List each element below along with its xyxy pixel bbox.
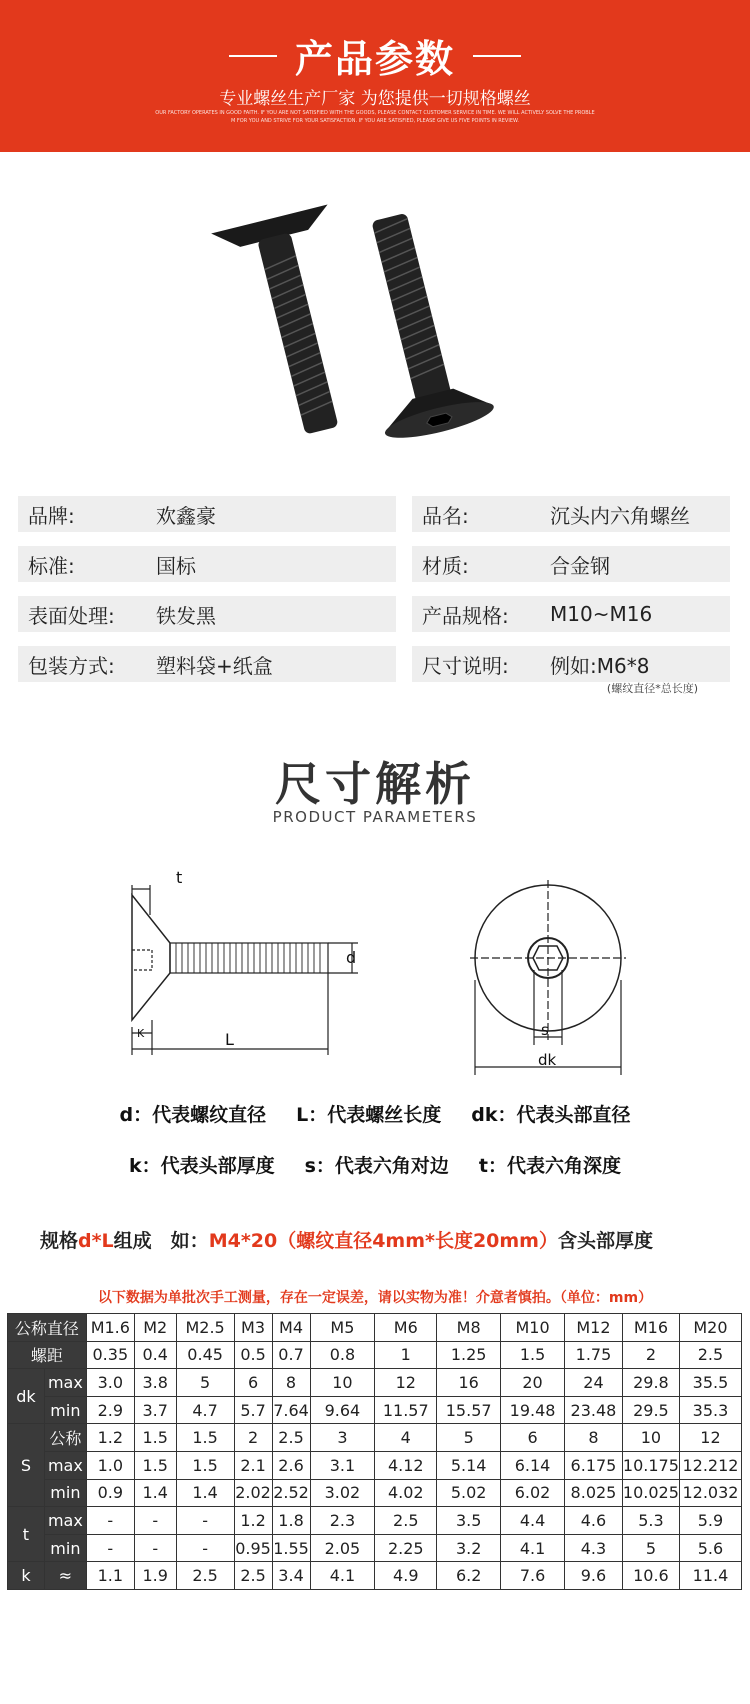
table-cell: 1.0: [86, 1451, 134, 1479]
table-cell: 9.6: [565, 1562, 623, 1590]
legend-item: k：代表头部厚度: [128, 1155, 275, 1177]
table-cell: 6: [234, 1369, 272, 1397]
info-value: 合金钢: [550, 553, 610, 578]
table-header-size: M10: [501, 1314, 565, 1342]
table-cell: 7.64: [272, 1396, 310, 1424]
spec-prefix: 规格: [40, 1230, 79, 1252]
table-cell: 0.5: [234, 1341, 272, 1369]
spec-table: [7, 1313, 742, 1590]
table-cell: 4.3: [565, 1534, 623, 1562]
table-sub-label: min: [44, 1396, 86, 1424]
info-value: 国标: [156, 553, 196, 578]
table-header-size: M4: [272, 1314, 310, 1342]
table-cell: 5.7: [234, 1396, 272, 1424]
table-row: [8, 1424, 742, 1452]
table-header-size: M3: [234, 1314, 272, 1342]
table-cell: 8.025: [565, 1479, 623, 1507]
screw-left-image: [211, 204, 380, 445]
table-cell: 0.95: [234, 1534, 272, 1562]
table-cell: 2.05: [310, 1534, 375, 1562]
info-cell-product-name: [412, 496, 730, 532]
table-cell: 0.8: [310, 1341, 375, 1369]
info-label: 尺寸说明:: [422, 653, 509, 678]
screw-right-image: [334, 204, 496, 446]
table-cell: 6.175: [565, 1451, 623, 1479]
table-cell: 1.2: [234, 1507, 272, 1535]
table-header-size: M5: [310, 1314, 375, 1342]
table-group-label: S: [8, 1424, 45, 1507]
table-cell: 8: [272, 1369, 310, 1397]
table-cell: 24: [565, 1369, 623, 1397]
table-cell: 1.5: [176, 1451, 234, 1479]
banner-fineprint-1: OUR FACTORY OPERATES IN GOOD FAITH. IF YOU ARE NOT SATISFIED WITH THE GOODS, PLEASE CONTACT CUSTOMER SERVICE IN TIME. WE WILL ACTIVELY SOLVE THE PROBLE: [155, 110, 595, 116]
spec-explanation: [40, 1226, 653, 1253]
spec-suffix: 含头部厚度: [557, 1230, 653, 1252]
table-cell: 2.5: [679, 1341, 741, 1369]
table-group-label: t: [8, 1507, 45, 1562]
product-photo: [0, 152, 750, 482]
table-cell: 5: [437, 1424, 501, 1452]
table-cell: 0.45: [176, 1341, 234, 1369]
table-cell: 4.9: [375, 1562, 437, 1590]
table-cell: 5.3: [622, 1507, 679, 1535]
table-cell: 15.57: [437, 1396, 501, 1424]
table-cell: 10: [622, 1424, 679, 1452]
table-row: [8, 1396, 742, 1424]
table-cell: 2.1: [234, 1451, 272, 1479]
table-cell: 6.02: [501, 1479, 565, 1507]
label-d: d: [346, 948, 357, 967]
table-cell: 1.55: [272, 1534, 310, 1562]
table-cell: 11.4: [679, 1562, 741, 1590]
table-cell: 2.3: [310, 1507, 375, 1535]
table-header-size: M1.6: [86, 1314, 134, 1342]
table-cell: 29.5: [622, 1396, 679, 1424]
table-cell: 2: [234, 1424, 272, 1452]
table-row-label: 螺距: [8, 1341, 87, 1369]
table-sub-label: max: [44, 1507, 86, 1535]
table-header-size: M2.5: [176, 1314, 234, 1342]
info-label: 标准:: [28, 553, 75, 578]
label-l: L: [225, 1030, 234, 1049]
spec-mid: 组成 如：: [113, 1230, 209, 1252]
table-cell: 3.02: [310, 1479, 375, 1507]
table-cell: -: [86, 1507, 134, 1535]
spec-dl: d*L: [78, 1230, 114, 1252]
table-cell: 20: [501, 1369, 565, 1397]
info-value: 塑料袋+纸盒: [156, 653, 273, 678]
table-cell: 2.5: [234, 1562, 272, 1590]
banner-fineprint-2: M FOR YOU AND STRIVE FOR YOUR SATISFACTION. IF YOU ARE SATISFIED, PLEASE GIVE US FIVE POINTS IN REVIEW.: [231, 118, 519, 124]
table-row: [8, 1479, 742, 1507]
table-cell: 1.5: [501, 1341, 565, 1369]
table-cell: 6: [501, 1424, 565, 1452]
table-cell: -: [134, 1534, 176, 1562]
table-cell: 1.5: [134, 1451, 176, 1479]
table-cell: 0.9: [86, 1479, 134, 1507]
table-cell: 5: [622, 1534, 679, 1562]
table-sub-label: min: [44, 1534, 86, 1562]
info-label: 表面处理:: [28, 603, 115, 628]
table-cell: 1.5: [176, 1424, 234, 1452]
table-cell: 11.57: [375, 1396, 437, 1424]
info-value: 铁发黑: [156, 603, 216, 628]
table-cell: 6.14: [501, 1451, 565, 1479]
table-cell: 6.2: [437, 1562, 501, 1590]
table-cell: 7.6: [501, 1562, 565, 1590]
table-cell: 35.5: [679, 1369, 741, 1397]
table-cell: 0.7: [272, 1341, 310, 1369]
table-cell: 12: [375, 1369, 437, 1397]
table-sub-label: max: [44, 1451, 86, 1479]
info-label: 品牌:: [28, 503, 75, 528]
table-cell: 29.8: [622, 1369, 679, 1397]
legend-row-1: [0, 1100, 750, 1127]
table-header-size: M12: [565, 1314, 623, 1342]
table-cell: 16: [437, 1369, 501, 1397]
table-cell: 2.9: [86, 1396, 134, 1424]
table-cell: 2.5: [375, 1507, 437, 1535]
table-cell: 1.8: [272, 1507, 310, 1535]
table-header-size: M20: [679, 1314, 741, 1342]
table-cell: 3.4: [272, 1562, 310, 1590]
table-header-size: M16: [622, 1314, 679, 1342]
table-cell: 5: [176, 1369, 234, 1397]
banner-subtitle: 专业螺丝生产厂家 为您提供一切规格螺丝: [219, 89, 531, 109]
label-t: t: [176, 868, 183, 887]
spec-example: M4*20（螺纹直径4mm*长度20mm）: [208, 1230, 558, 1252]
table-cell: 1.75: [565, 1341, 623, 1369]
table-row: [8, 1314, 742, 1342]
table-cell: 3.5: [437, 1507, 501, 1535]
table-cell: -: [86, 1534, 134, 1562]
table-cell: 2.02: [234, 1479, 272, 1507]
table-sub-label: max: [44, 1369, 86, 1397]
table-header-size: M6: [375, 1314, 437, 1342]
table-row: [8, 1369, 742, 1397]
table-cell: 4.7: [176, 1396, 234, 1424]
measurement-warning: 以下数据为单批次手工测量，存在一定误差，请以实物为准！介意者慎拍。（单位：mm）: [97, 1290, 653, 1306]
table-cell: -: [176, 1534, 234, 1562]
table-cell: 5.9: [679, 1507, 741, 1535]
table-cell: -: [134, 1507, 176, 1535]
table-cell: 3.8: [134, 1369, 176, 1397]
legend-item: dk：代表头部直径: [471, 1104, 631, 1126]
table-cell: 9.64: [310, 1396, 375, 1424]
table-cell: 0.4: [134, 1341, 176, 1369]
top-view-drawing: [470, 880, 626, 1075]
table-cell: 3.7: [134, 1396, 176, 1424]
table-cell: 4: [375, 1424, 437, 1452]
table-cell: 12.212: [679, 1451, 741, 1479]
info-label: 品名:: [422, 503, 469, 528]
info-cell-packaging: [18, 646, 396, 682]
table-row: [8, 1507, 742, 1535]
table-cell: 19.48: [501, 1396, 565, 1424]
legend-item: t：代表六角深度: [478, 1155, 622, 1177]
table-row: [8, 1451, 742, 1479]
info-cell-material: [412, 546, 730, 582]
table-header-size: M8: [437, 1314, 501, 1342]
banner-title: 产品参数: [294, 37, 455, 81]
table-group-label: dk: [8, 1369, 45, 1424]
table-cell: 0.35: [86, 1341, 134, 1369]
side-view-drawing: [132, 885, 358, 1055]
table-cell: 1: [375, 1341, 437, 1369]
info-cell-size-note: [412, 646, 730, 695]
table-cell: 4.4: [501, 1507, 565, 1535]
info-label: 材质:: [422, 553, 469, 578]
table-cell: 10.175: [622, 1451, 679, 1479]
table-cell: 2.52: [272, 1479, 310, 1507]
table-cell: 5.14: [437, 1451, 501, 1479]
table-cell: 12: [679, 1424, 741, 1452]
info-value: 欢鑫豪: [156, 503, 216, 528]
info-value: 例如:M6*8: [550, 653, 650, 678]
table-cell: 3.1: [310, 1451, 375, 1479]
table-cell: 23.48: [565, 1396, 623, 1424]
table-cell: 4.02: [375, 1479, 437, 1507]
table-cell: 3.2: [437, 1534, 501, 1562]
table-sub-label: ≈: [44, 1562, 86, 1590]
info-label: 产品规格:: [422, 603, 509, 628]
legend-row-2: [0, 1151, 750, 1178]
info-value: 沉头内六角螺丝: [550, 503, 690, 528]
table-cell: 35.3: [679, 1396, 741, 1424]
section-title: 尺寸解析: [275, 757, 475, 811]
info-row: [18, 496, 730, 532]
info-cell-spec: [412, 596, 730, 632]
banner-title-row: [0, 28, 750, 83]
table-cell: -: [176, 1507, 234, 1535]
label-k: K: [137, 1027, 145, 1040]
table-header-label: 公称直径: [8, 1314, 87, 1342]
label-dk: dk: [538, 1051, 557, 1069]
info-row: [18, 646, 730, 695]
table-cell: 5.6: [679, 1534, 741, 1562]
info-row: [18, 546, 730, 582]
table-cell: 10.025: [622, 1479, 679, 1507]
section-subtitle: PRODUCT PARAMETERS: [272, 808, 478, 826]
table-cell: 2: [622, 1341, 679, 1369]
table-cell: 8: [565, 1424, 623, 1452]
product-info-grid: [18, 496, 730, 696]
table-cell: 1.4: [176, 1479, 234, 1507]
table-cell: 1.5: [134, 1424, 176, 1452]
table-cell: 5.02: [437, 1479, 501, 1507]
legend-item: L：代表螺丝长度: [296, 1104, 442, 1126]
table-row: [8, 1534, 742, 1562]
table-sub-label: min: [44, 1479, 86, 1507]
table-cell: 4.1: [310, 1562, 375, 1590]
table-cell: 4.6: [565, 1507, 623, 1535]
title-divider-left: [229, 55, 277, 57]
info-value: M10~M16: [550, 602, 653, 626]
header-banner: [0, 0, 750, 152]
table-header-size: M2: [134, 1314, 176, 1342]
info-cell-standard: [18, 546, 396, 582]
table-cell: 10.6: [622, 1562, 679, 1590]
info-label: 包装方式:: [28, 653, 115, 678]
label-s: s: [541, 1021, 549, 1039]
table-cell: 1.4: [134, 1479, 176, 1507]
table-cell: 12.032: [679, 1479, 741, 1507]
table-group-label: k: [8, 1562, 45, 1590]
table-row: [8, 1341, 742, 1369]
info-cell-surface: [18, 596, 396, 632]
table-cell: 2.6: [272, 1451, 310, 1479]
table-cell: 4.1: [501, 1534, 565, 1562]
table-sub-label: 公称: [44, 1424, 86, 1452]
table-cell: 1.1: [86, 1562, 134, 1590]
info-row: [18, 596, 730, 632]
info-note: (螺纹直径*总长度): [606, 682, 698, 695]
table-cell: 3.0: [86, 1369, 134, 1397]
table-cell: 3: [310, 1424, 375, 1452]
legend-item: s：代表六角对边: [304, 1155, 449, 1177]
table-row: [8, 1562, 742, 1590]
table-cell: 1.2: [86, 1424, 134, 1452]
table-cell: 1.25: [437, 1341, 501, 1369]
legend-item: d：代表螺纹直径: [119, 1104, 267, 1126]
table-cell: 2.25: [375, 1534, 437, 1562]
table-cell: 4.12: [375, 1451, 437, 1479]
title-divider-right: [473, 55, 521, 57]
table-cell: 10: [310, 1369, 375, 1397]
dimension-diagram: [0, 855, 750, 1085]
info-cell-brand: [18, 496, 396, 532]
table-cell: 2.5: [176, 1562, 234, 1590]
table-cell: 1.9: [134, 1562, 176, 1590]
table-cell: 2.5: [272, 1424, 310, 1452]
